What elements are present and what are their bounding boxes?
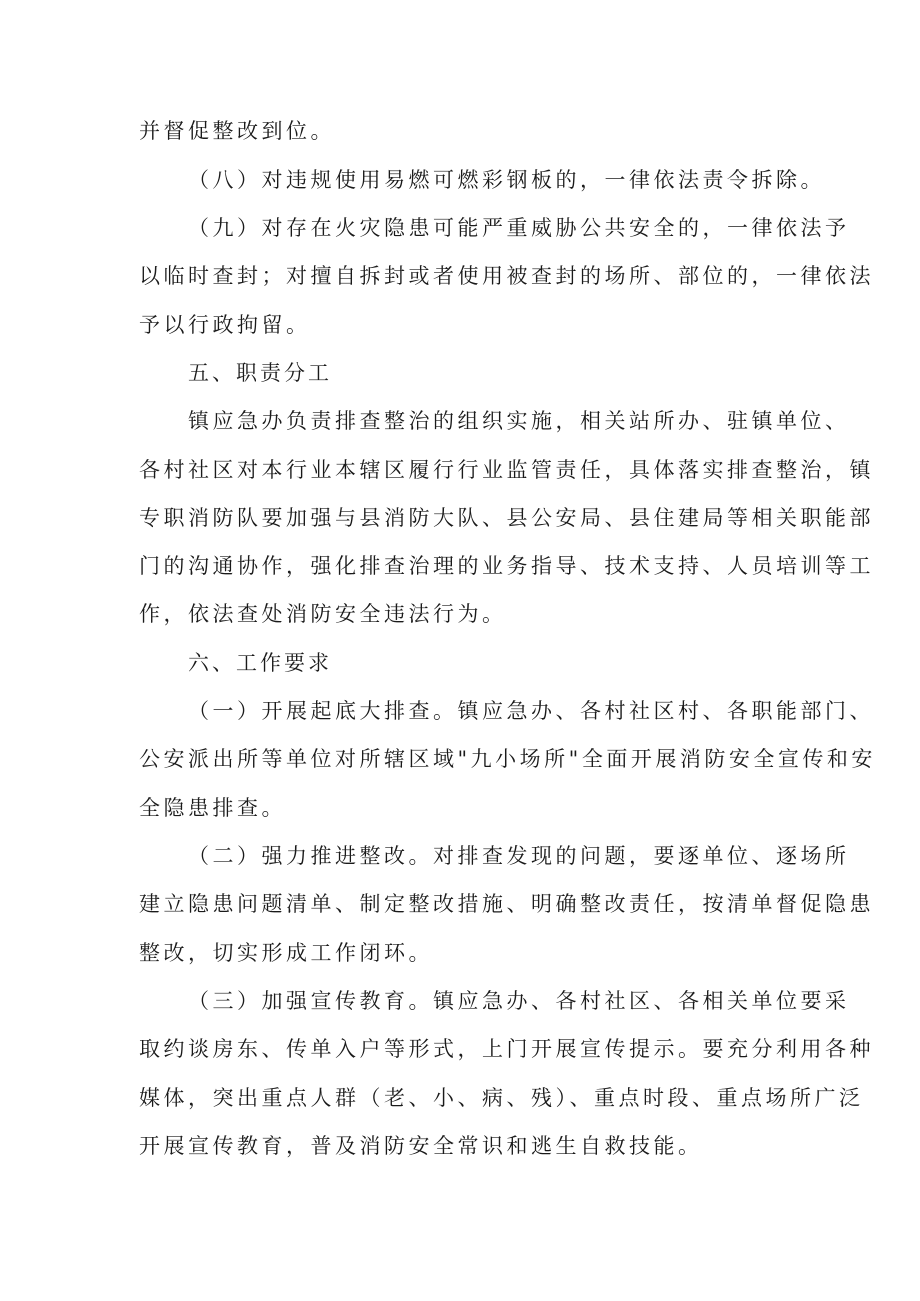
paragraph-line: 以临时查封；对擅自拆封或者使用被查封的场所、部位的，一律依法 xyxy=(139,264,874,288)
paragraph-line: 予以行政拘留。 xyxy=(139,313,311,337)
paragraph-line: 作，依法查处消防安全违法行为。 xyxy=(139,602,507,626)
paragraph-line: （九）对存在火灾隐患可能严重威胁公共安全的，一律依法予 xyxy=(188,216,850,240)
section-heading: 六、工作要求 xyxy=(188,651,332,675)
paragraph-line: 全隐患排查。 xyxy=(139,796,286,820)
paragraph-line: 取约谈房东、传单入户等形式，上门开展宣传提示。要充分利用各种 xyxy=(139,1037,874,1061)
paragraph-line: 公安派出所等单位对所辖区域"九小场所"全面开展消防安全宣传和安 xyxy=(139,747,876,771)
paragraph-line: （一）开展起底大排查。镇应急办、各村社区村、各职能部门、 xyxy=(188,699,874,723)
paragraph-line: 开展宣传教育，普及消防安全常识和逃生自救技能。 xyxy=(139,1134,703,1158)
paragraph-line: （三）加强宣传教育。镇应急办、各村社区、各相关单位要采 xyxy=(188,989,850,1013)
paragraph-line: 媒体，突出重点人群（老、小、病、残）、重点时段、重点场所广泛 xyxy=(139,1086,864,1110)
paragraph-line: 镇应急办负责排查整治的组织实施，相关站所办、驻镇单位、 xyxy=(188,409,850,433)
paragraph-line: （八）对违规使用易燃可燃彩钢板的，一律依法责令拆除。 xyxy=(188,168,825,192)
paragraph-line: 门的沟通协作，强化排查治理的业务指导、技术支持、人员培训等工 xyxy=(139,554,874,578)
paragraph-line: 专职消防队要加强与县消防大队、县公安局、县住建局等相关职能部 xyxy=(139,506,874,530)
paragraph-line: 并督促整改到位。 xyxy=(139,119,335,143)
paragraph-line: 建立隐患问题清单、制定整改措施、明确整改责任，按清单督促隐患 xyxy=(139,892,874,916)
paragraph-line: 各村社区对本行业本辖区履行行业监管责任，具体落实排查整治，镇 xyxy=(139,458,874,482)
paragraph-line: （二）强力推进整改。对排查发现的问题，要逐单位、逐场所 xyxy=(188,844,850,868)
section-heading: 五、职责分工 xyxy=(188,361,332,385)
paragraph-line: 整改，切实形成工作闭环。 xyxy=(139,941,433,965)
